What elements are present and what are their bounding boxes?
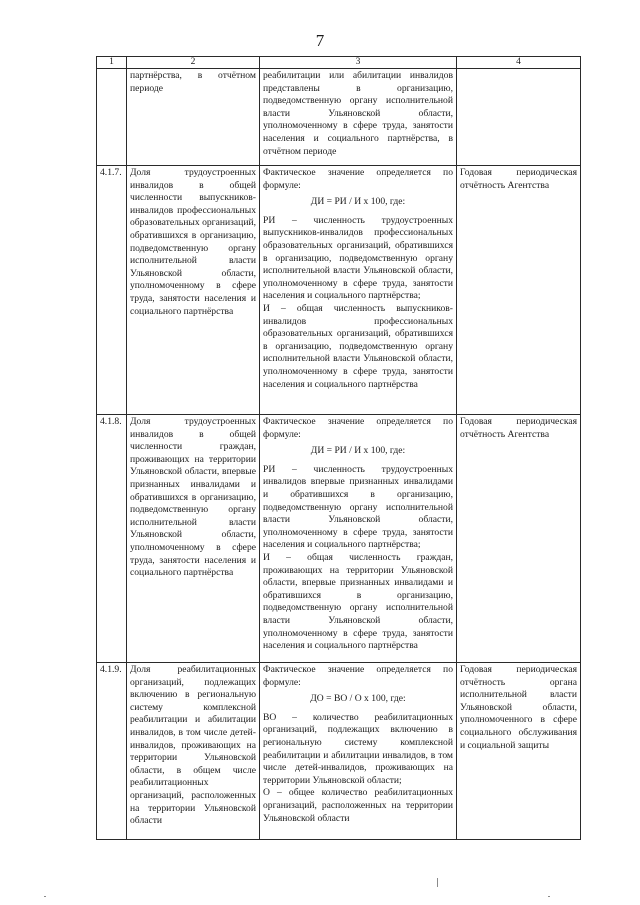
row-number: 4.1.8. [97, 415, 127, 663]
method-intro: реабилитации или абилитации инвалидов представлены в организацию, подведомственную органу исполнительной власти Ульяновской области, уполномоченному в сфере труда, занятости населения и социального партнёрства, в отчётном периоде [263, 70, 453, 157]
table-header-row [97, 57, 581, 69]
column-header: 2 [127, 57, 260, 69]
scan-speck [44, 896, 46, 897]
calculation-method [260, 166, 457, 415]
row-number [97, 69, 127, 166]
column-header: 3 [260, 57, 457, 69]
indicator-name: Доля трудоустроенных инвалидов в общей численности граждан, проживающих на территории Ульяновской области, впервые признанных инвалидами и обратившихся в организацию, подведомственную органу исполнительной власти Ульяновской области, уполномоченному в сфере труда, занятости населения и социального партнёрства [127, 415, 260, 663]
data-source [457, 69, 581, 166]
formula: ДИ = РИ / И х 100, где: [310, 445, 406, 457]
formula: ДИ = РИ / И х 100, где: [310, 196, 406, 208]
calculation-method [260, 663, 457, 840]
row-number: 4.1.9. [97, 663, 127, 840]
definition: ВО – количество реабилитационных организаций, подлежащих включению в региональную систему комплексной реабилитации и абилитации инвалидов, в том числе детей-инвалидов, проживающих на территории Ульяновской области; [263, 711, 453, 786]
indicator-name: партнёрства, в отчётном периоде [127, 69, 260, 166]
definition: И – общая численность выпускников-инвалидов профессиональных образовательных организаций, обратившихся в организацию, подведомственную органу исполнительной власти Ульяновской области, уполномоченному в сфере труда, занятости населения и социального партнёрства [263, 302, 453, 390]
data-source: Годовая периодическая отчётность Агентства [457, 166, 581, 415]
calculation-method [260, 415, 457, 663]
method-intro: Фактическое значение определяется по формуле: [263, 167, 453, 191]
definition: РИ – численность трудоустроенных выпускников-инвалидов профессиональных образовательных организаций, обратившихся в организацию, подведомственную органу исполнительной власти Ульяновской области, уполномоченному в сфере труда, занятости населения и социального партнёрства; [263, 214, 453, 302]
data-source: Годовая периодическая отчётность органа исполнительной власти Ульяновской области, уполномоченного в сфере социального обслуживания и социальной защиты [457, 663, 581, 840]
table-row [97, 663, 581, 840]
definition: РИ – численность трудоустроенных инвалидов впервые признанных инвалидами и обратившихся в организацию, подведомственную органу исполнительной власти Ульяновской области, уполномоченному в сфере труда, занятости населения и социального партнёрства; [263, 463, 453, 551]
table-row [97, 69, 581, 166]
page-number: 7 [315, 31, 325, 50]
column-header: 1 [97, 57, 127, 69]
formula: ДО = ВО / О х 100, где: [310, 693, 406, 705]
calculation-method [260, 69, 457, 166]
definition: О – общее количество реабилитационных организаций, расположенных на территории Ульяновской области [263, 787, 453, 824]
row-number: 4.1.7. [97, 166, 127, 415]
table-row [97, 415, 581, 663]
method-intro: Фактическое значение определяется по формуле: [263, 664, 453, 688]
data-source: Годовая периодическая отчётность Агентства [457, 415, 581, 663]
table-row [97, 166, 581, 415]
indicators-table [96, 56, 581, 840]
indicator-name: Доля реабилитационных организаций, подлежащих включению в региональную систему комплексной реабилитации и абилитации инвалидов, в том числе детей-инвалидов, проживающих на территории Ульяновской области, в общем числе реабилитационных организаций, расположенных на территории Ульяновской области [127, 663, 260, 840]
indicator-name: Доля трудоустроенных инвалидов в общей численности выпускников-инвалидов профессиональных образовательных организаций, обратившихся в организацию, подведомственную органу исполнительной власти Ульяновской области, уполномоченному в сфере труда, занятости населения и социального партнёрства [127, 166, 260, 415]
scan-speck [437, 878, 438, 887]
column-header: 4 [457, 57, 581, 69]
method-intro: Фактическое значение определяется по формуле: [263, 416, 453, 440]
scan-speck [548, 896, 550, 897]
definition: И – общая численность граждан, проживающих на территории Ульяновской области, впервые признанных инвалидами и обратившихся в организацию, подведомственную органу исполнительной власти Ульяновской области, уполномоченному в сфере труда, занятости населения и социального партнёрства [263, 551, 453, 652]
